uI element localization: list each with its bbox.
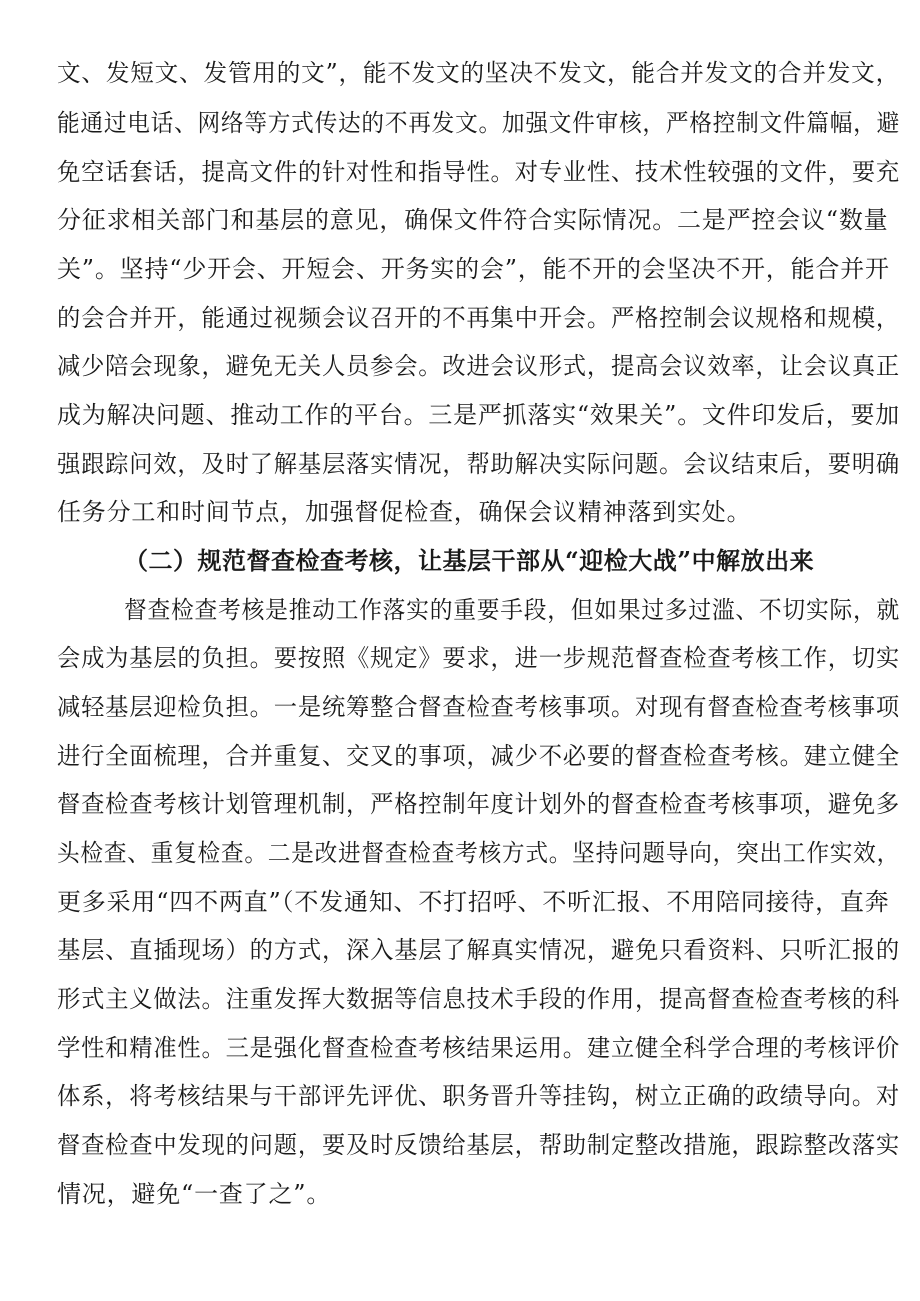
body-line: 减少陪会现象，避免无关人员参会。改进会议形式，提高会议效率，让会议真正 [57, 352, 901, 380]
body-line: 成为解决问题、推动工作的平台。三是严抓落实“效果关”。文件印发后，要加 [57, 401, 901, 429]
body-line: 减轻基层迎检负担。一是统筹整合督查检查考核事项。对现有督查检查考核事项 [57, 693, 901, 721]
body-line: 的会合并开，能通过视频会议召开的不再集中开会。严格控制会议规格和规模， [57, 304, 901, 332]
body-line: 督查检查考核计划管理机制，严格控制年度计划外的督查检查考核事项，避免多 [57, 790, 901, 818]
body-line: 基层、直插现场）的方式，深入基层了解真实情况，避免只看资料、只听汇报的 [57, 936, 901, 964]
body-line: 能通过电话、网络等方式传达的不再发文。加强文件审核，严格控制文件篇幅，避 [57, 109, 900, 137]
section-heading: （二）规范督查检查考核，让基层干部从“迎检大战”中解放出来 [124, 546, 815, 575]
body-line: 督查检查中发现的问题，要及时反馈给基层，帮助制定整改措施，跟踪整改落实 [57, 1131, 901, 1159]
body-line: 形式主义做法。注重发挥大数据等信息技术手段的作用，提高督查检查考核的科 [57, 985, 901, 1013]
body-line: 头检查、重复检查。二是改进督查检查考核方式。坚持问题导向，突出工作实效， [57, 839, 900, 867]
body-line: 任务分工和时间节点，加强督促检查，确保会议精神落到实处。 [57, 498, 752, 526]
body-line: 学性和精准性。三是强化督查检查考核结果运用。建立健全科学合理的考核评价 [57, 1034, 901, 1062]
body-line: 体系，将考核结果与干部评先评优、职务晋升等挂钩，树立正确的政绩导向。对 [57, 1082, 901, 1110]
body-line: 更多采用“四不两直”（不发通知、不打招呼、不听汇报、不用陪同接待，直奔 [57, 888, 890, 916]
body-line: 关”。坚持“少开会、开短会、开务实的会”，能不开的会坚决不开，能合并开 [57, 255, 890, 283]
body-line: 督查检查考核是推动工作落实的重要手段，但如果过多过滥、不切实际，就 [124, 596, 901, 624]
body-line: 强跟踪问效，及时了解基层落实情况，帮助解决实际问题。会议结束后，要明确 [57, 450, 901, 478]
body-line: 免空话套话，提高文件的针对性和指导性。对专业性、技术性较强的文件，要充 [57, 158, 901, 186]
body-line: 会成为基层的负担。要按照《规定》要求，进一步规范督查检查考核工作，切实 [57, 644, 901, 672]
body-line: 情况，避免“一查了之”。 [57, 1180, 332, 1208]
body-line: 分征求相关部门和基层的意见，确保文件符合实际情况。二是严控会议“数量 [57, 206, 889, 234]
body-line: 文、发短文、发管用的文”，能不发文的坚决不发文，能合并发文的合并发文， [57, 59, 901, 87]
body-line: 进行全面梳理，合并重复、交叉的事项，减少不必要的督查检查考核。建立健全 [57, 742, 901, 770]
